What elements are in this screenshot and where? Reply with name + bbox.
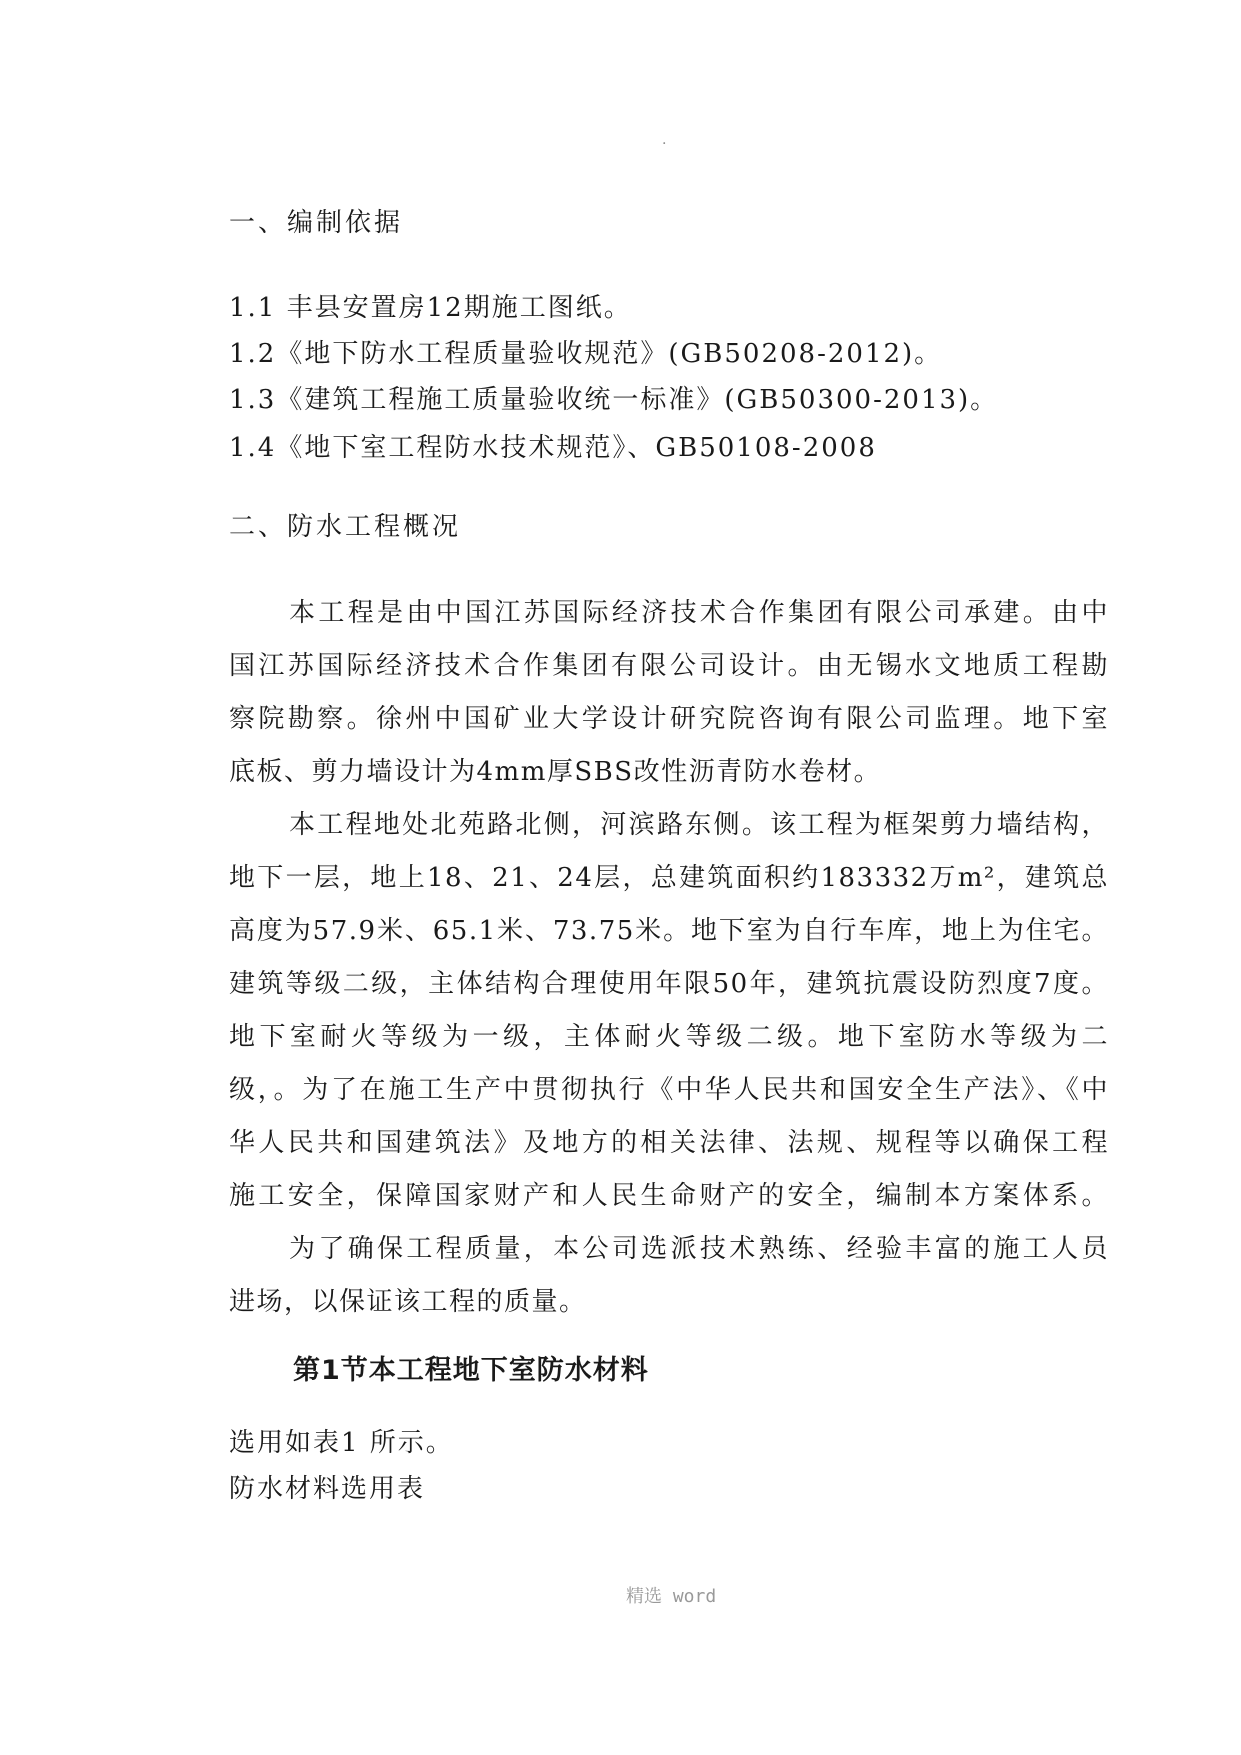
- selection-note: 选用如表1 所示。: [229, 1428, 454, 1458]
- overview-paragraph-1: [229, 587, 1109, 799]
- paragraph-line: 建筑等级二级，主体结构合理使用年限50年，建筑抗震设防烈度7度。: [229, 969, 1109, 999]
- paragraph-line: 华人民共和国建筑法》及地方的相关法律、法规、规程等以确保工程: [229, 1128, 1109, 1158]
- paragraph-line: 进场，以保证该工程的质量。: [229, 1287, 587, 1317]
- table-caption: 防水材料选用表: [229, 1474, 426, 1504]
- paragraph-line: 本工程地处北苑路北侧，河滨路东侧。该工程为框架剪力墙结构，: [289, 810, 1109, 840]
- basis-item-2: 1.2《地下防水工程质量验收规范》(GB50208-2012)。: [229, 339, 943, 369]
- paragraph-line: 级，。为了在施工生产中贯彻执行《中华人民共和国安全生产法》、《中: [229, 1075, 1109, 1105]
- paragraph-line: 本工程是由中国江苏国际经济技术合作集团有限公司承建。由中: [289, 598, 1109, 628]
- paragraph-line: 高度为57.9米、65.1米、73.75米。地下室为自行车库，地上为住宅。: [229, 916, 1109, 946]
- paragraph-line: 地下室耐火等级为一级，主体耐火等级二级。地下室防水等级为二: [229, 1022, 1109, 1052]
- section-title: 第1节本工程地下室防水材料: [293, 1355, 649, 1386]
- page-footer: 精选 word: [626, 1586, 717, 1607]
- basis-item-4: 1.4《地下室工程防水技术规范》、GB50108-2008: [229, 433, 877, 463]
- paragraph-line: 为了确保工程质量，本公司选派技术熟练、经验丰富的施工人员: [289, 1234, 1109, 1264]
- overview-heading: 二、防水工程概况: [229, 512, 462, 542]
- header-mark: .: [662, 132, 667, 148]
- basis-item-1: 1.1 丰县安置房12期施工图纸。: [229, 293, 632, 323]
- paragraph-line: 施工安全，保障国家财产和人民生命财产的安全，编制本方案体系。: [229, 1181, 1109, 1211]
- overview-paragraph-2: [229, 799, 1109, 1223]
- paragraph-line: 地下一层，地上18、21、24层，总建筑面积约183332万m²，建筑总: [229, 863, 1109, 893]
- basis-item-3: 1.3《建筑工程施工质量验收统一标准》(GB50300-2013)。: [229, 385, 999, 415]
- paragraph-line: 国江苏国际经济技术合作集团有限公司设计。由无锡水文地质工程勘: [229, 651, 1109, 681]
- overview-paragraph-3: [229, 1223, 1109, 1329]
- paragraph-line: 察院勘察。徐州中国矿业大学设计研究院咨询有限公司监理。地下室: [229, 704, 1109, 734]
- basis-heading: 一、编制依据: [229, 208, 404, 238]
- paragraph-line: 底板、剪力墙设计为4mm厚SBS改性沥青防水卷材。: [229, 757, 882, 787]
